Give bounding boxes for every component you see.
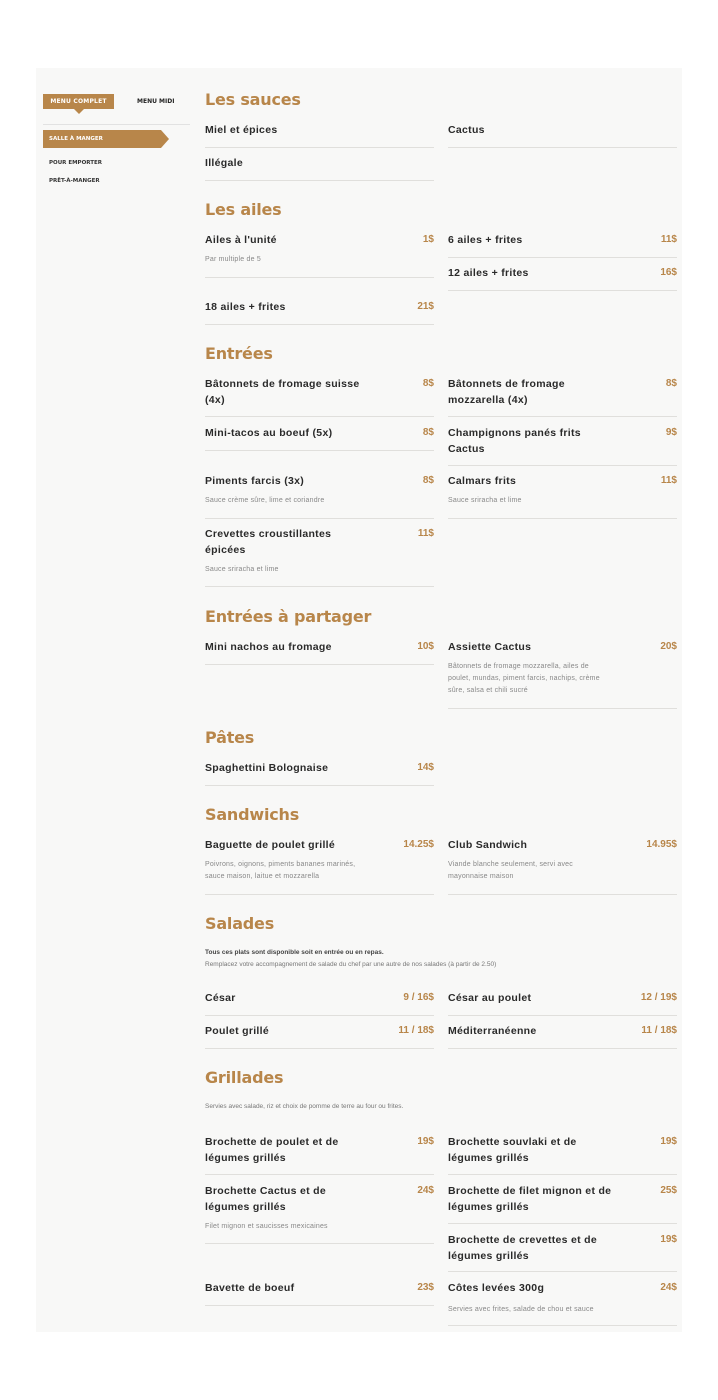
menu-item [448, 1280, 677, 1326]
item-price: 1$ [422, 234, 434, 245]
menu-item [205, 760, 434, 786]
tab-menu-midi[interactable]: MENU MIDI [137, 98, 175, 105]
item-price: 24$ [660, 1282, 677, 1293]
sidebar-nav [43, 130, 190, 184]
menu-item [448, 376, 677, 417]
item-price: 8$ [422, 475, 434, 486]
item-description: Sauce crème sûre, lime et coriandre [205, 497, 325, 504]
sidebar-item-salle-a-manger[interactable]: SALLE À MANGER [43, 130, 161, 148]
tab-menu-complet[interactable]: MENU COMPLET [43, 94, 114, 109]
item-price: 12 / 19$ [640, 992, 677, 1003]
item-name: 12 ailes + frites [448, 267, 529, 279]
menu-item [448, 232, 677, 258]
menu-item [448, 1183, 677, 1224]
item-price: 19$ [417, 1136, 434, 1147]
menu-item [448, 639, 677, 709]
item-name: Brochette de poulet et de légumes grillés [205, 1136, 339, 1164]
menu-item [205, 473, 434, 519]
item-name: Brochette Cactus et de légumes grillés [205, 1185, 326, 1213]
item-name: Spaghettini Bolognaise [205, 762, 329, 774]
section-title-sauces: Les sauces [205, 90, 301, 109]
item-name: Cactus [448, 124, 485, 136]
menu-item [205, 232, 434, 278]
item-name: Brochette souvlaki et de légumes grillés [448, 1136, 577, 1164]
item-price: 20$ [660, 641, 677, 652]
item-name: Brochette de crevettes et de légumes grillés [448, 1234, 598, 1262]
item-name: Piments farcis (3x) [205, 475, 305, 487]
item-price: 8$ [422, 427, 434, 438]
menu-item [448, 990, 677, 1016]
item-price: 11 / 18$ [398, 1025, 434, 1036]
item-name: Bâtonnets de fromage suisse (4x) [205, 378, 360, 406]
item-price: 9$ [665, 427, 677, 438]
menu-item [448, 1023, 677, 1049]
item-price: 11 / 18$ [641, 1025, 677, 1036]
menu-item [205, 639, 434, 665]
menu-item [448, 837, 677, 895]
item-name: 6 ailes + frites [448, 234, 523, 246]
item-name: César au poulet [448, 992, 532, 1004]
menu-item [448, 1232, 677, 1272]
menu-item [205, 376, 434, 417]
item-name: Illégale [205, 157, 244, 169]
item-price: 8$ [422, 378, 434, 389]
item-name: Baguette de poulet grillé [205, 839, 336, 851]
item-name: Méditerranéenne [448, 1025, 537, 1037]
item-name: Poulet grillé [205, 1025, 269, 1037]
menu-item [205, 425, 434, 451]
menu-item [448, 265, 677, 291]
grillades-note: Servies avec salade, riz et choix de pomme de terre au four ou frites. [205, 1103, 404, 1110]
item-description: Bâtonnets de fromage mozzarella, ailes de poulet, mundas, piment farcis, nachips, crème sûre, salsa et chili sucré [448, 663, 600, 694]
menu-item [205, 299, 434, 325]
item-price: 10$ [417, 641, 434, 652]
item-description: Sauce sriracha et lime [448, 497, 522, 504]
item-name: Mini-tacos au boeuf (5x) [205, 427, 333, 439]
item-description: Poivrons, oignons, piments bananes marinés, sauce maison, laitue et mozzarella [205, 861, 356, 880]
menu-tabs [43, 94, 190, 109]
item-name: Club Sandwich [448, 839, 528, 851]
item-price: 14.95$ [646, 839, 677, 850]
item-name: Miel et épices [205, 124, 278, 136]
item-name: Assiette Cactus [448, 641, 532, 653]
item-name: Bavette de boeuf [205, 1282, 295, 1294]
salades-note: Remplacez votre accompagnement de salade du chef par une autre de nos salades (à partir de 2.50) [205, 961, 497, 968]
menu-item [205, 122, 434, 148]
sidebar-item-pour-emporter[interactable]: POUR EMPORTER [49, 160, 102, 166]
item-name: Champignons panés frits Cactus [448, 427, 581, 455]
item-price: 9 / 16$ [403, 992, 434, 1003]
section-title-ailes: Les ailes [205, 200, 282, 219]
item-name: Bâtonnets de fromage mozzarella (4x) [448, 378, 565, 406]
item-price: 19$ [660, 1234, 677, 1245]
item-description: Par multiple de 5 [205, 256, 261, 263]
item-price: 11$ [417, 528, 434, 539]
section-title-entrees: Entrées [205, 344, 273, 363]
section-title-entrees-a-partager: Entrées à partager [205, 607, 372, 626]
item-price: 23$ [417, 1282, 434, 1293]
item-price: 25$ [660, 1185, 677, 1196]
menu-item [205, 990, 434, 1016]
sidebar [43, 94, 190, 184]
menu-item [448, 425, 677, 466]
menu-item [205, 526, 434, 587]
menu-item [448, 1134, 677, 1175]
sidebar-item-pret-a-manger[interactable]: PRÊT-À-MANGER [49, 178, 100, 184]
item-price: 14.25$ [403, 839, 434, 850]
menu-item [205, 837, 434, 895]
salades-note-bold: Tous ces plats sont disponible soit en entrée ou en repas. [205, 949, 384, 956]
item-description: Servies avec frites, salade de chou et sauce [448, 1306, 594, 1313]
section-title-grillades: Grillades [205, 1068, 284, 1087]
item-name: Brochette de filet mignon et de légumes grillés [448, 1185, 612, 1213]
menu-panel [36, 68, 682, 1332]
item-price: 24$ [417, 1185, 434, 1196]
section-title-salades: Salades [205, 914, 275, 933]
menu-item [205, 1134, 434, 1175]
item-price: 19$ [660, 1136, 677, 1147]
item-price: 11$ [660, 234, 677, 245]
item-name: Crevettes croustillantes épicées [205, 528, 332, 556]
menu-item [205, 1023, 434, 1049]
section-title-pates: Pâtes [205, 728, 255, 747]
item-price: 11$ [660, 475, 677, 486]
item-name: Ailes à l'unité [205, 234, 277, 246]
item-name: Côtes levées 300g [448, 1282, 545, 1294]
item-description: Viande blanche seulement, servi avec mayonnaise maison [448, 861, 573, 880]
item-price: 8$ [665, 378, 677, 389]
item-description: Sauce sriracha et lime [205, 566, 279, 573]
item-price: 21$ [417, 301, 434, 312]
item-name: Calmars frits [448, 475, 517, 487]
menu-item [448, 122, 677, 148]
item-price: 16$ [660, 267, 677, 278]
section-title-sandwichs: Sandwichs [205, 805, 300, 824]
item-price: 14$ [417, 762, 434, 773]
menu-item [448, 473, 677, 519]
menu-item [205, 155, 434, 181]
menu-item [205, 1280, 434, 1306]
menu-item [205, 1183, 434, 1244]
item-description: Filet mignon et saucisses mexicaines [205, 1223, 328, 1230]
item-name: Mini nachos au fromage [205, 641, 332, 653]
item-name: 18 ailes + frites [205, 301, 286, 313]
sidebar-divider [43, 124, 190, 125]
item-name: César [205, 992, 236, 1004]
